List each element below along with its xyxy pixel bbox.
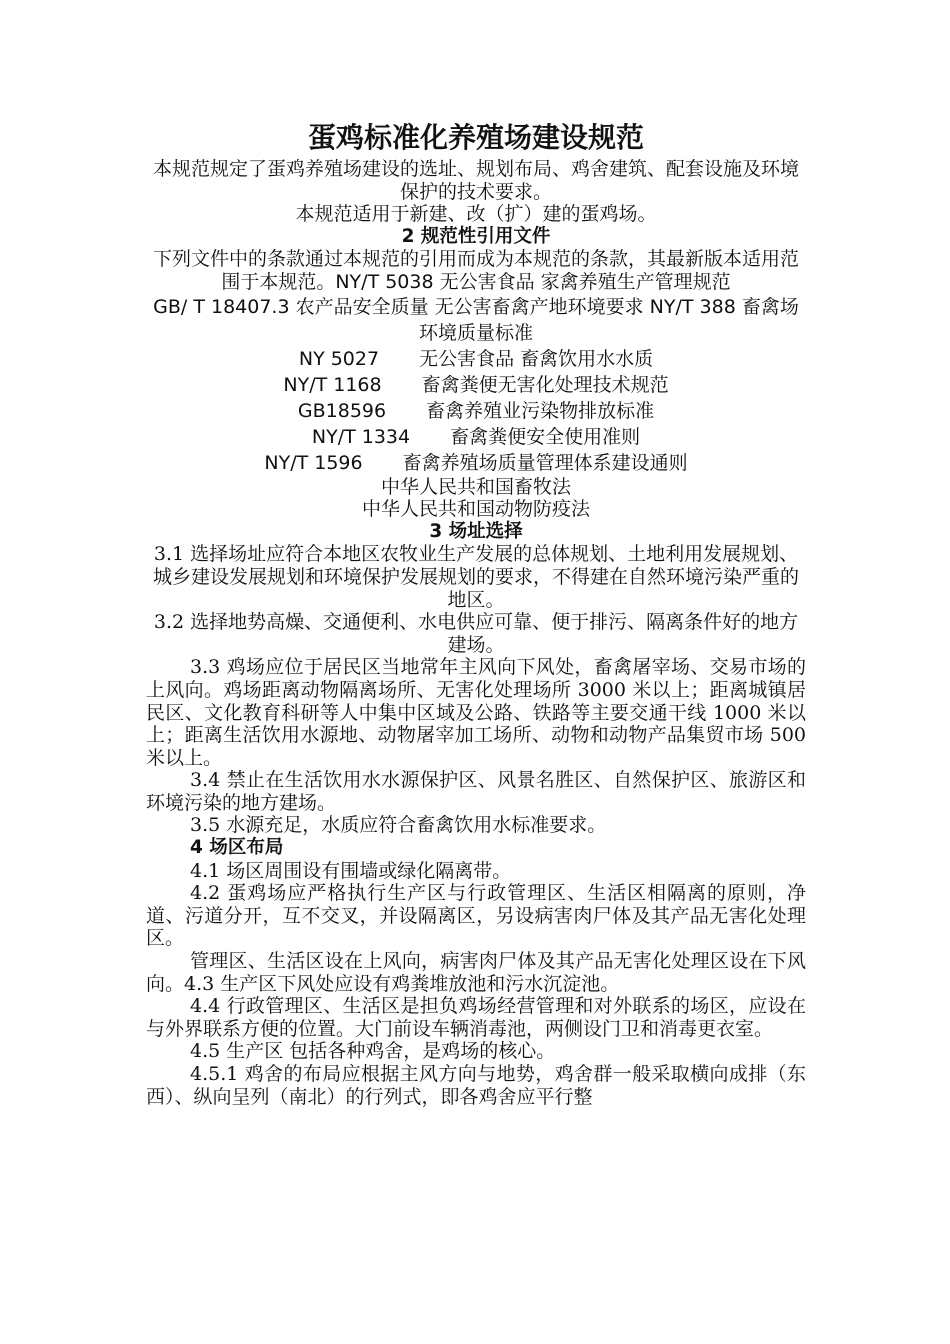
reference-title: 无公害食品 畜禽饮用水水质 bbox=[419, 347, 654, 370]
clause-4-4: 4.4 行政管理区、生活区是担负鸡场经营管理和对外联系的场区，应设在与外界联系方便的位置。大门前设车辆消毒池，两侧设门卫和消毒更衣室。 bbox=[146, 995, 806, 1040]
section-4-heading: 4 场区布局 bbox=[190, 837, 284, 859]
reference-code: NY/T 1168 bbox=[283, 373, 382, 396]
clause-3-2: 3.2 选择地势高燥、交通便利、水电供应可靠、便于排污、隔离条件好的地方建场。 bbox=[153, 611, 799, 656]
reference-item bbox=[146, 450, 806, 476]
reference-title: 畜禽养殖业污染物排放标准 bbox=[426, 399, 655, 422]
reference-code: NY/T 1334 bbox=[311, 425, 411, 448]
reference-title: 畜禽粪便无害化处理技术规范 bbox=[421, 373, 669, 396]
clause-4-1: 4.1 场区周围设有围墙或绿化隔离带。 bbox=[190, 859, 512, 882]
law-animal-epidemic-prevention: 中华人民共和国动物防疫法 bbox=[361, 498, 590, 521]
document-page bbox=[146, 118, 806, 1108]
references-lead: 下列文件中的条款通过本规范的引用而成为本规范的条款，其最新版本适用范围于本规范。NY/T 5038 无公害食品 家禽养殖生产管理规范 bbox=[152, 248, 799, 293]
law-animal-husbandry: 中华人民共和国畜牧法 bbox=[380, 475, 571, 498]
section-2-heading: 2 规范性引用文件 bbox=[401, 225, 551, 247]
clause-3-1: 3.1 选择场址应符合本地区农牧业生产发展的总体规划、土地利用发展规划、城乡建设发展规划和环境保护发展规划的要求，不得建在自然环境污染严重的地区。 bbox=[152, 543, 799, 611]
clause-3-5: 3.5 水源充足，水质应符合畜禽饮用水标准要求。 bbox=[190, 814, 607, 837]
reference-item bbox=[146, 346, 806, 372]
reference-item bbox=[146, 372, 806, 398]
document-title: 蛋鸡标准化养殖场建设规范 bbox=[307, 121, 644, 154]
clause-4-5: 4.5 生产区 包括各种鸡舍，是鸡场的核心。 bbox=[190, 1040, 556, 1063]
clause-4-2: 4.2 蛋鸡场应严格执行生产区与行政管理区、生活区相隔离的原则，净道、污道分开，互不交叉，并设隔离区，另设病害肉尸体及其产品无害化处理区。 bbox=[146, 882, 806, 950]
reference-item-gb18407: GB/ T 18407.3 农产品安全质量 无公害畜禽产地环境要求 NY/T 388 畜禽场环境质量标准 bbox=[153, 295, 799, 344]
clause-3-4: 3.4 禁止在生活饮用水水源保护区、风景名胜区、自然保护区、旅游区和环境污染的地方建场。 bbox=[146, 769, 806, 814]
reference-code: NY/T 1596 bbox=[264, 451, 363, 474]
reference-title: 畜禽粪便安全使用准则 bbox=[450, 425, 641, 448]
clause-3-3: 3.3 鸡场应位于居民区当地常年主风向下风处，畜禽屠宰场、交易市场的上风向。鸡场距离动物隔离场所、无害化处理场所 3000 米以上；距离城镇居民区、文化教育科研等人中集中区域及公路、铁路等主要交通干线 1000 米以上；距离生活饮用水源地、动物屠宰加工场所、动物和动物产品集贸市场 500 米以上。 bbox=[146, 656, 806, 769]
reference-list bbox=[146, 346, 806, 476]
clause-4-2-continued: 管理区、生活区设在上风向，病害肉尸体及其产品无害化处理区设在下风向。4.3 生产区下风处应设有鸡粪堆放池和污水沉淀池。 bbox=[146, 950, 806, 995]
reference-code: GB18596 bbox=[297, 399, 387, 422]
reference-item bbox=[146, 424, 806, 450]
reference-code: NY 5027 bbox=[298, 347, 380, 370]
reference-title: 畜禽养殖场质量管理体系建设通则 bbox=[402, 451, 688, 474]
section-3-heading: 3 场址选择 bbox=[429, 520, 523, 542]
scope-paragraph: 本规范适用于新建、改（扩）建的蛋鸡场。 bbox=[295, 203, 657, 226]
clause-4-5-1: 4.5.1 鸡舍的布局应根据主风方向与地势，鸡舍群一般采取横向成排（东西）、纵向呈列（南北）的行列式，即各鸡舍应平行整 bbox=[146, 1063, 806, 1108]
reference-item bbox=[146, 398, 806, 424]
intro-paragraph: 本规范规定了蛋鸡养殖场建设的选址、规划布局、鸡舍建筑、配套设施及环境保护的技术要求。 bbox=[152, 158, 799, 203]
